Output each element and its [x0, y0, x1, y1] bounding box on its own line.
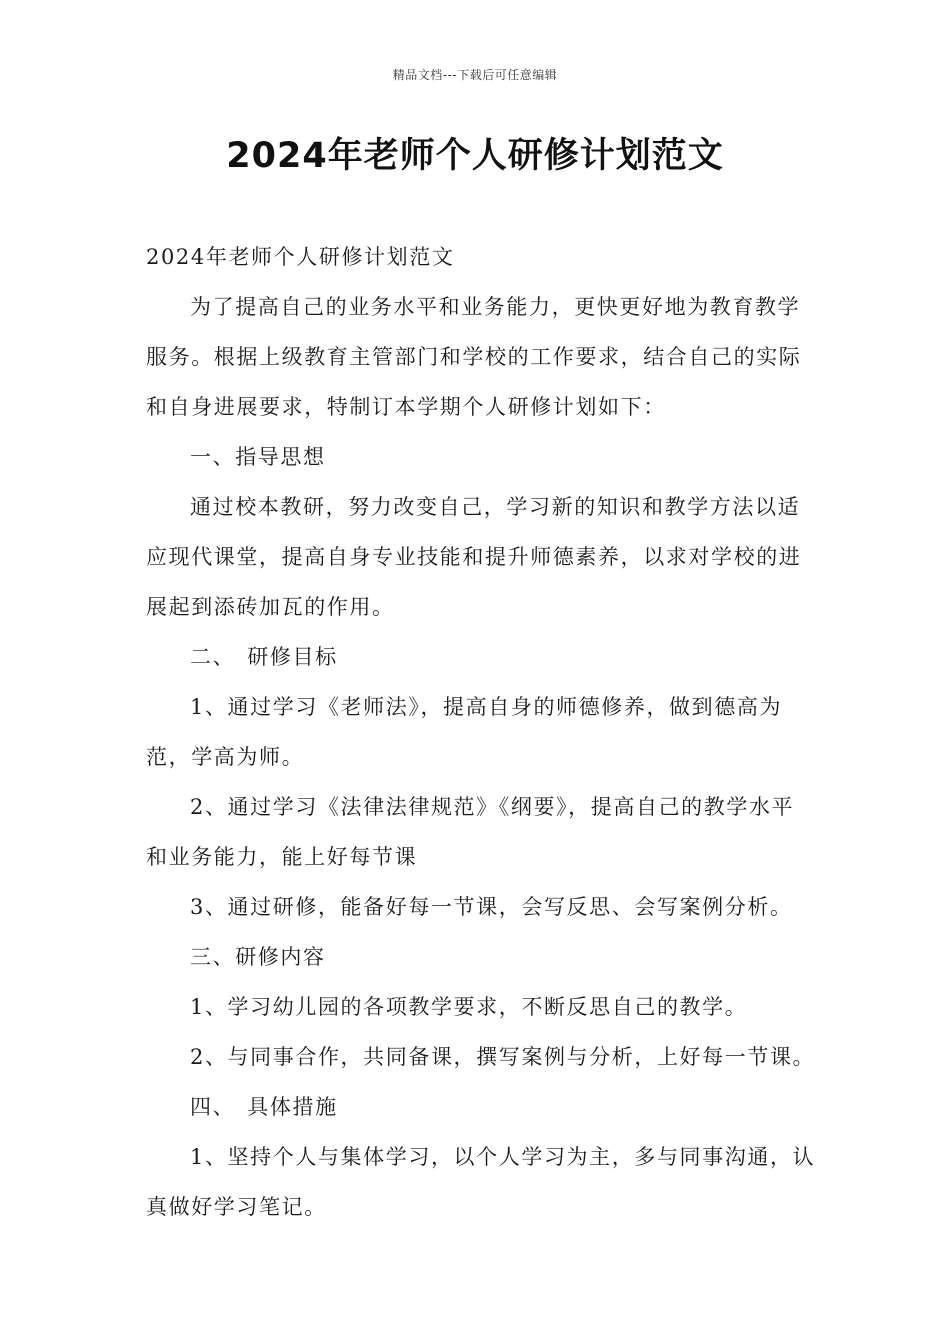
list-item-goal-2: 2、通过学习《法律法律规范》《纲要》，提高自己的教学水平和业务能力，能上好每节课 — [146, 795, 795, 869]
paragraph-subtitle: 2024年老师个人研修计划范文 — [146, 245, 455, 269]
document-title: 2024年老师个人研修计划范文 — [226, 136, 724, 176]
list-item-measure-1: 1、坚持个人与集体学习，以个人学习为主，多与同事沟通，认真做好学习笔记。 — [146, 1145, 816, 1219]
paragraph-intro: 为了提高自己的业务水平和业务能力，更快更好地为教育教学服务。根据上级教育主管部门和学校的工作要求，结合自己的实际和自身进展要求，特制订本学期个人研修计划如下： — [146, 295, 802, 419]
list-item-content-1: 1、学习幼儿园的各项教学要求，不断反思自己的教学。 — [190, 995, 748, 1019]
section-heading-content: 三、研修内容 — [190, 945, 326, 969]
document-body — [146, 232, 816, 1232]
section-heading-measures: 四、 具体措施 — [190, 1095, 338, 1119]
section-heading-goals: 二、 研修目标 — [190, 645, 338, 669]
header-note: 精品文档---下载后可任意编辑 — [392, 68, 558, 82]
paragraph-guiding-ideology: 通过校本教研，努力改变自己，学习新的知识和教学方法以适应现代课堂，提高自身专业技能和提升师德素养，以求对学校的进展起到添砖加瓦的作用。 — [146, 495, 802, 619]
section-heading-guiding-ideology: 一、指导思想 — [190, 445, 326, 469]
list-item-content-2: 2、与同事合作，共同备课，撰写案例与分析，上好每一节课。 — [190, 1045, 816, 1069]
list-item-goal-1: 1、通过学习《老师法》，提高自身的师德修养，做到德高为范，学高为师。 — [146, 695, 783, 769]
list-item-goal-3: 3、通过研修，能备好每一节课，会写反思、会写案例分析。 — [190, 895, 793, 919]
